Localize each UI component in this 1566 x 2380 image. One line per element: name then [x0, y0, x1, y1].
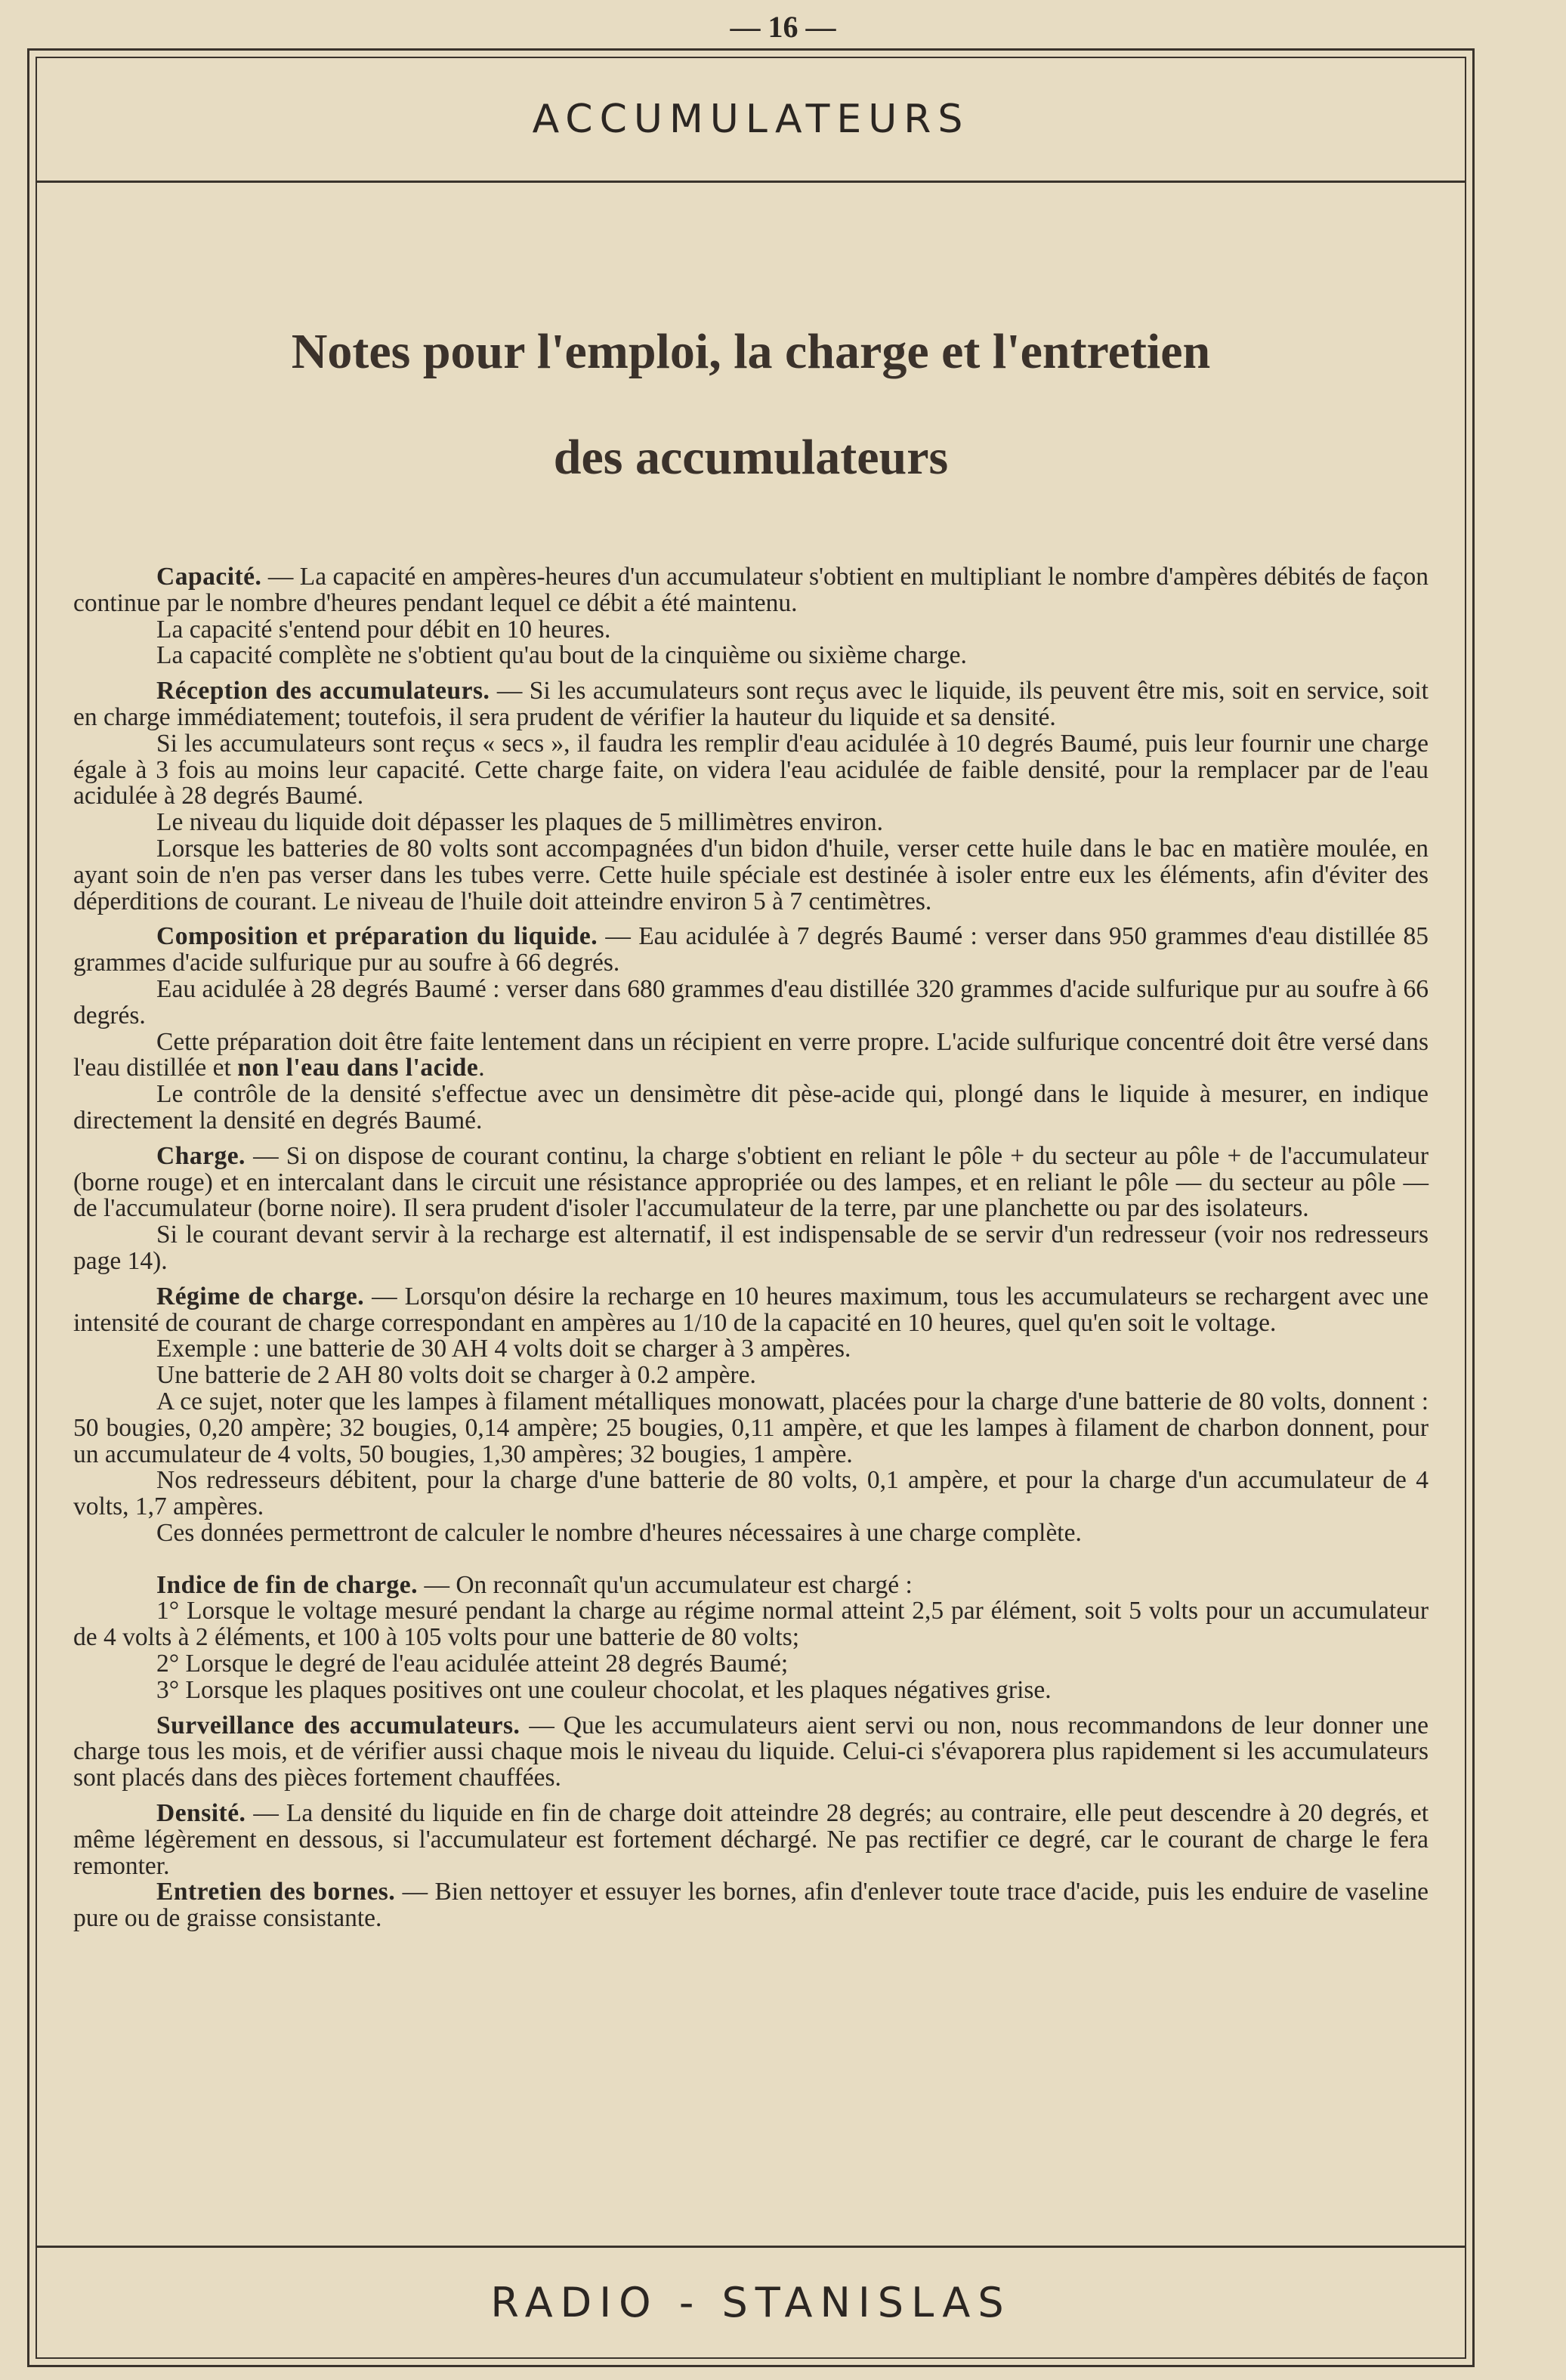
inner-frame: [36, 57, 1466, 2359]
paragraph-lead: Capacité.: [156, 563, 262, 591]
brand-name: RADIO - STANISLAS: [490, 2279, 1012, 2326]
paragraph: Une batterie de 2 AH 80 volts doit se charger à 0.2 ampère.: [156, 1361, 756, 1390]
emphasis: non l'eau dans l'acide: [237, 1054, 479, 1082]
paragraph: Nos redresseurs débitent, pour la charge d'une batterie de 80 volts, 0,1 ampère, et pour la charge d'un accumulateur de 4 volts, 1,7 ampères.: [73, 1466, 1429, 1521]
content-area: [73, 181, 1429, 2248]
paragraph: Si les accumulateurs sont reçus « secs », il faudra les remplir d'eau acidulée à 10 degrés Baumé, puis leur fournir une charge égale à 3 fois au moins leur capacité. Cette charge faite, on videra l'eau acidulée de faible densité, pour la remplacer par de l'eau acidulée à 28 degrés Baumé.: [73, 729, 1429, 810]
paragraph: Le niveau du liquide doit dépasser les plaques de 5 millimètres environ.: [156, 808, 883, 837]
paragraph-lead: Composition et préparation du liquide.: [156, 922, 598, 951]
paragraph: Lorsque les batteries de 80 volts sont accompagnées d'un bidon d'huile, verser cette huile dans le bac en matière moulée, en ayant soin de n'en pas verser dans les tubes verre. Cette huile spéciale est destinée à isoler entre eux les éléments, afin d'éviter des déperditions de courant. Le niveau de l'huile doit atteindre environ 5 à 7 centimètres.: [73, 834, 1429, 915]
paragraph-lead: Indice de fin de charge.: [156, 1570, 419, 1599]
paragraph: Réception des accumulateurs. — Si les accumulateurs sont reçus avec le liquide, ils peuvent être mis, soit en service, soit en charge immédiatement; toutefois, il sera prudent de vérifier la hauteur du liquide et sa densité.: [73, 677, 1429, 731]
paragraph: Surveillance des accumulateurs. — Que les accumulateurs aient servi ou non, nous recommandons de leur donner une charge tous les mois, et de vérifier aussi chaque mois le niveau du liquide. Celui-ci s'évaporera plus rapidement si les accumulateurs sont placés dans des pièces fortement chauffées.: [73, 1711, 1429, 1792]
paragraph: La capacité s'entend pour débit en 10 heures.: [156, 615, 611, 644]
paragraph: Entretien des bornes. — Bien nettoyer et essuyer les bornes, afin d'enlever toute trace d'acide, puis les enduire de vaseline pure ou de graisse consistante.: [73, 1878, 1429, 1933]
paragraph: Si le courant devant servir à la recharge est alternatif, il est indispensable de se servir d'un redresseur (voir nos redresseurs page 14).: [73, 1221, 1429, 1275]
paragraph: Ces données permettront de calculer le nombre d'heures nécessaires à une charge complète.: [156, 1518, 1082, 1547]
paragraph: Exemple : une batterie de 30 AH 4 volts doit se charger à 3 ampères.: [156, 1335, 851, 1363]
paragraph-lead: Densité.: [156, 1799, 246, 1828]
paragraph: 3° Lorsque les plaques positives ont une couleur chocolat, et les plaques négatives grise.: [156, 1675, 1052, 1704]
document-title-line-2: des accumulateurs: [553, 430, 949, 485]
footer-band: [37, 2246, 1465, 2357]
paragraph: Le contrôle de la densité s'effectue avec un densimètre dit pèse-acide qui, plongé dans le liquide à mesurer, en indique directement la densité en degrés Baumé.: [73, 1080, 1429, 1134]
paragraph-lead: Entretien des bornes.: [156, 1878, 396, 1906]
page-number: — 16 —: [730, 10, 836, 44]
section-title: ACCUMULATEURS: [532, 97, 970, 142]
paragraph-lead: Surveillance des accumulateurs.: [156, 1711, 520, 1739]
paragraph: A ce sujet, noter que les lampes à filament métalliques monowatt, placées pour la charge d'une batterie de 80 volts, donnent : 50 bougies, 0,20 ampère; 32 bougies, 0,14 ampère; 25 bougies, 0,11 ampère, et que les lampes à filament de charbon donnent, pour un accumulateur de 4 volts, 50 bougies, 1,30 ampères; 32 bougies, 1 ampère.: [73, 1387, 1429, 1468]
paragraph-lead: Régime de charge.: [156, 1282, 365, 1310]
page-frame: [27, 48, 1475, 2367]
paragraph: Eau acidulée à 28 degrés Baumé : verser dans 680 grammes d'eau distillée 320 grammes d'acide sulfurique pur au soufre à 66 degrés.: [73, 974, 1429, 1029]
paragraph: Densité. — La densité du liquide en fin de charge doit atteindre 28 degrés; au contraire, elle peut descendre à 20 degrés, et même légèrement en dessous, si l'accumulateur est fortement déchargé. Ne pas rectifier ce degré, car le courant de charge le fera remonter.: [73, 1799, 1429, 1880]
paragraph-lead: Charge.: [156, 1141, 246, 1170]
header-band: [37, 58, 1465, 183]
paragraph: Charge. — Si on dispose de courant continu, la charge s'obtient en reliant le pôle + du secteur au pôle + de l'accumulateur (borne rouge) et en intercalant dans le circuit une résistance appropriée ou des lampes, et en reliant le pôle — du secteur au pôle — de l'accumulateur (borne noire). Il sera prudent d'isoler l'accumulateur de la terre, par une planchette ou par des isolateurs.: [73, 1141, 1429, 1223]
paragraph: 1° Lorsque le voltage mesuré pendant la charge au régime normal atteint 2,5 par élément, soit 5 volts pour un accumulateur de 4 volts à 2 éléments, et 100 à 105 volts pour une batterie de 80 volts;: [73, 1597, 1429, 1652]
paragraph: Capacité. — La capacité en ampères-heures d'un accumulateur s'obtient en multipliant le nombre d'ampères débités de façon continue par le nombre d'heures pendant lequel ce débit a été maintenu.: [73, 563, 1429, 617]
paragraph: Composition et préparation du liquide. — Eau acidulée à 7 degrés Baumé : verser dans 950 grammes d'eau distillée 85 grammes d'acide sulfurique pur au soufre à 66 degrés.: [73, 922, 1429, 977]
paragraph: Indice de fin de charge. — On reconnaît qu'un accumulateur est chargé :: [156, 1570, 913, 1599]
paragraph: Cette préparation doit être faite lentement dans un récipient en verre propre. L'acide sulfurique concentré doit être versé dans l'eau distillée et non l'eau dans l'acide.: [73, 1027, 1429, 1082]
paragraph: 2° Lorsque le degré de l'eau acidulée atteint 28 degrés Baumé;: [156, 1650, 789, 1678]
paragraph: La capacité complète ne s'obtient qu'au bout de la cinquième ou sixième charge.: [156, 641, 967, 670]
paragraph: Régime de charge. — Lorsqu'on désire la recharge en 10 heures maximum, tous les accumulateurs se rechargent avec une intensité de courant de charge correspondant en ampères au 1/10 de la capacité en 10 heures, quel qu'en soit le voltage.: [73, 1282, 1429, 1337]
paragraph-lead: Réception des accumulateurs.: [156, 677, 490, 705]
document-title-line-1: Notes pour l'emploi, la charge et l'entretien: [291, 324, 1211, 379]
body-text: [73, 564, 1429, 1932]
